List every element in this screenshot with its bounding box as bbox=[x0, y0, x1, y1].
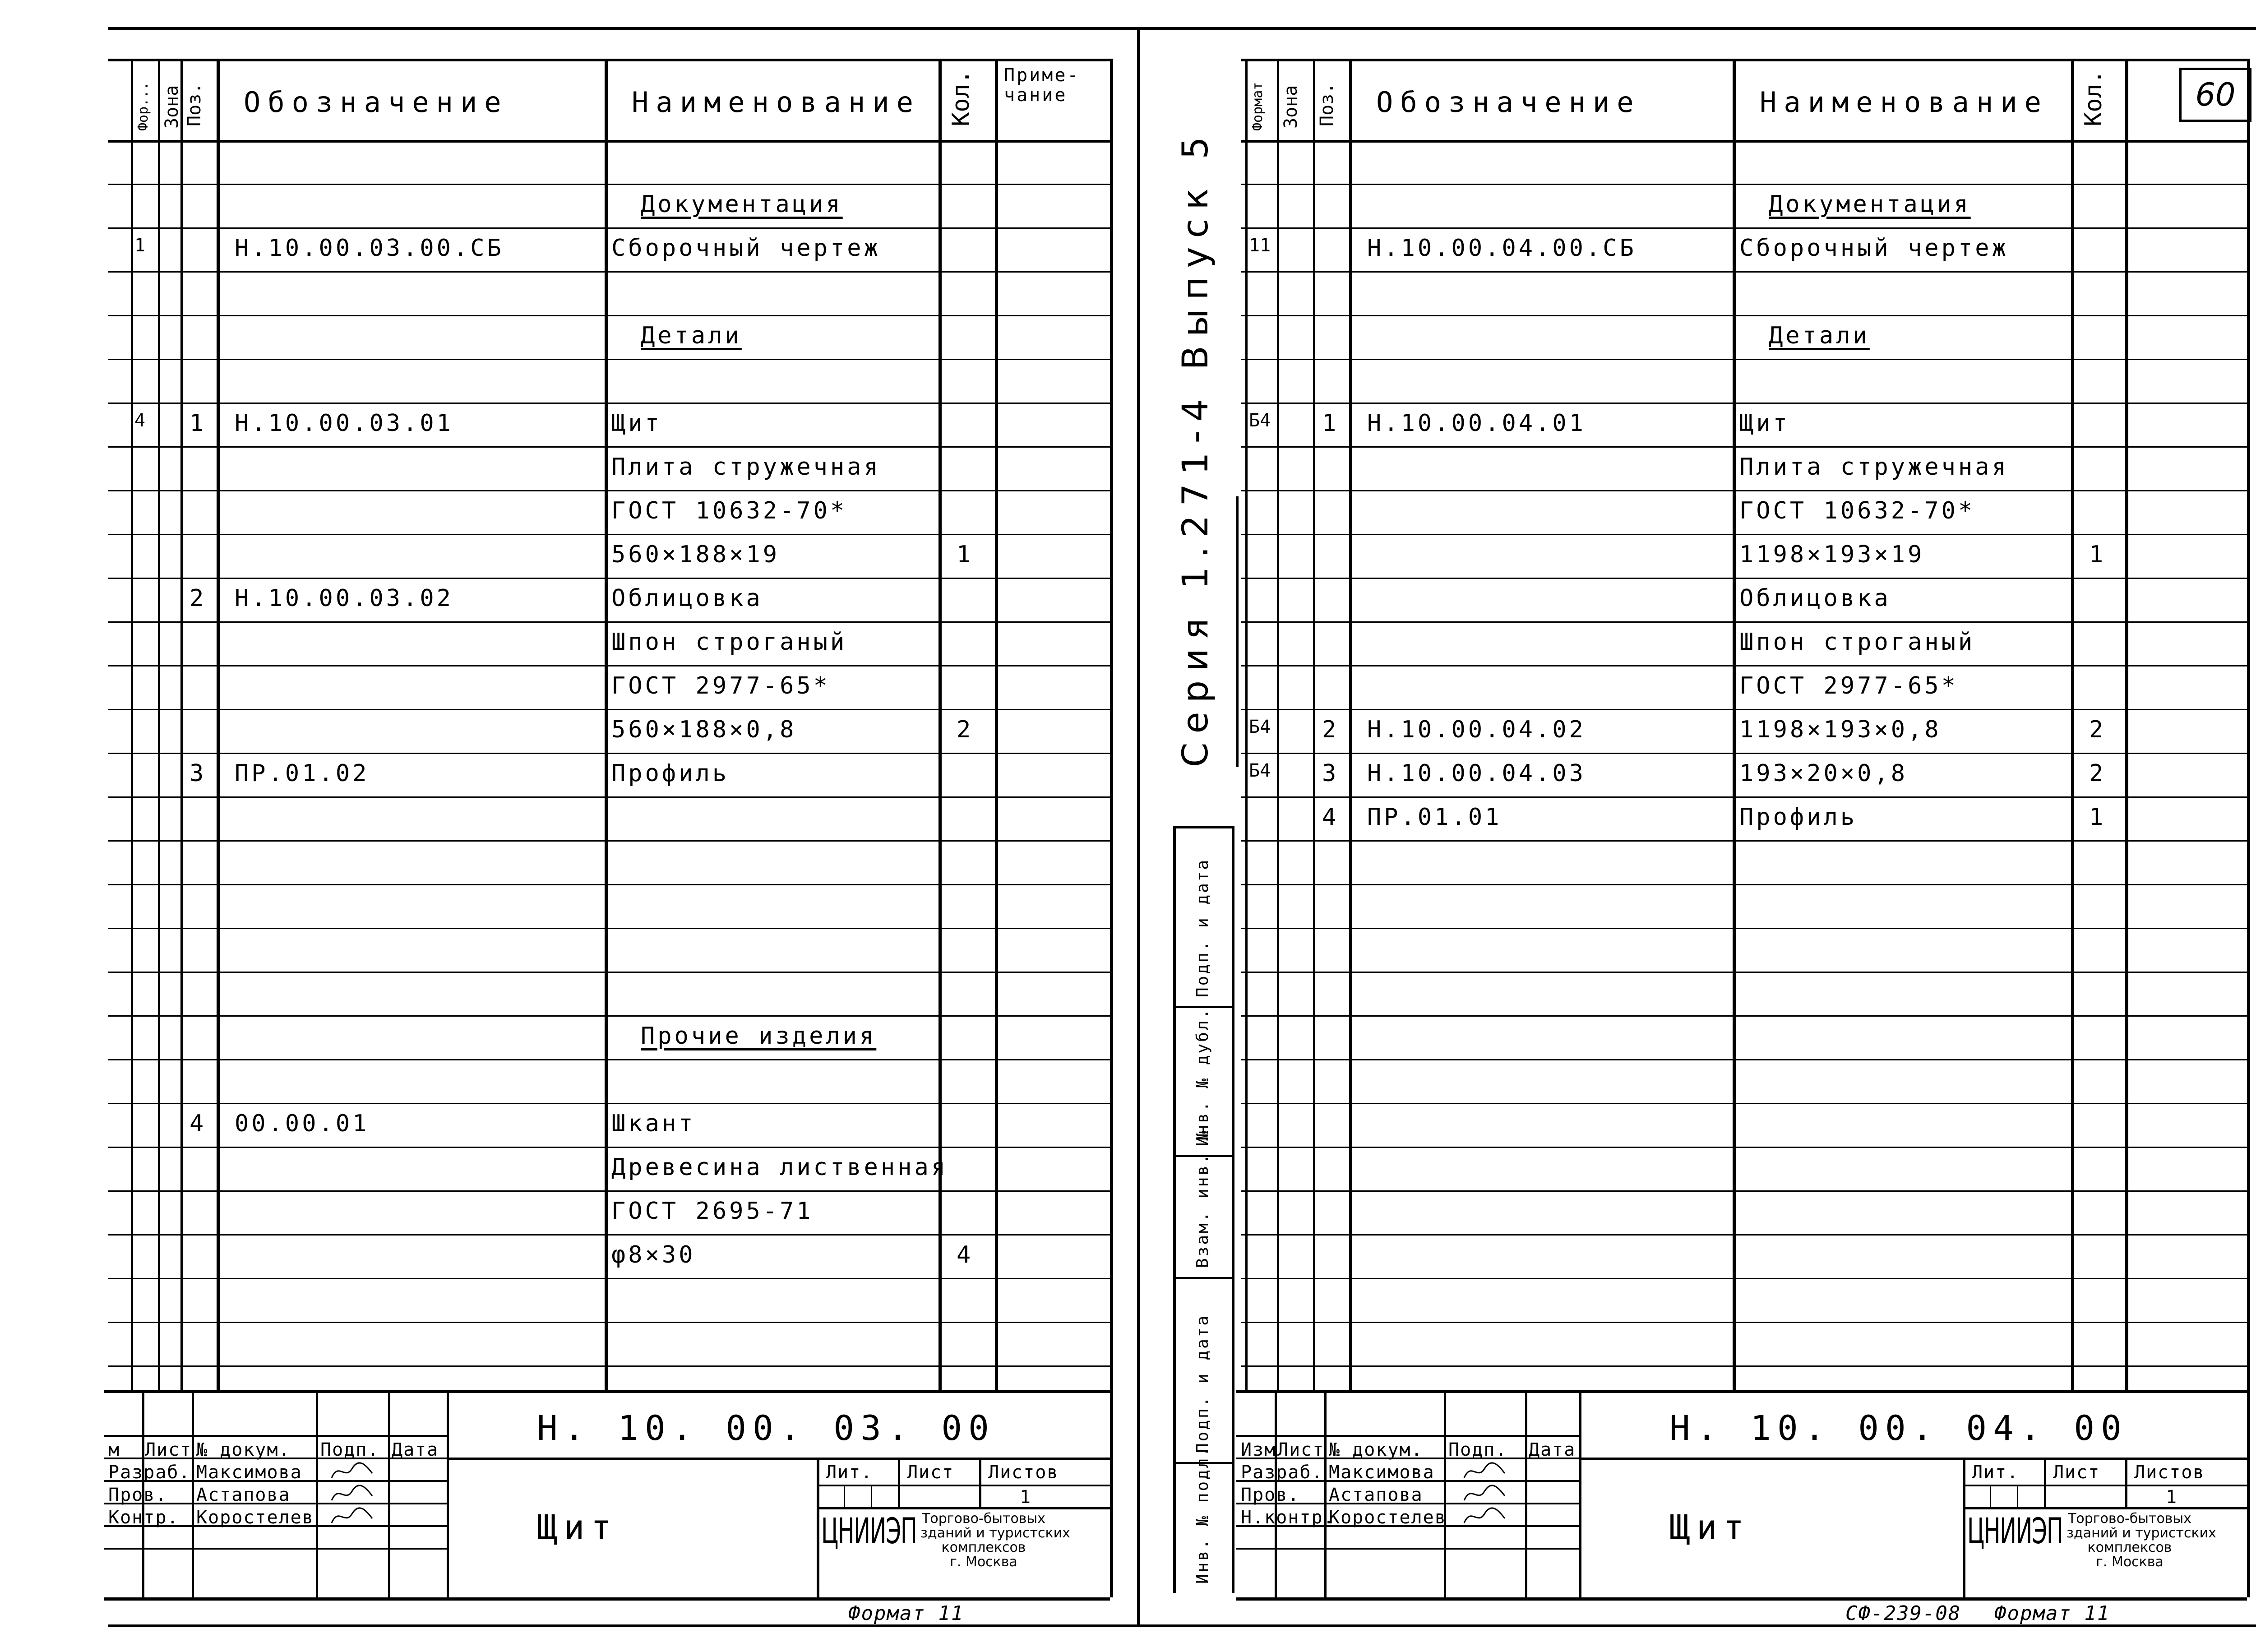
tb-code: Н. 10. 00. 03. 00 bbox=[537, 1408, 995, 1448]
header-qty: Кол. bbox=[2080, 69, 2107, 126]
row-qty: 2 bbox=[2089, 760, 2106, 787]
row-designation: Н.10.00.03.02 bbox=[235, 585, 453, 612]
row-line bbox=[108, 403, 1110, 404]
titleblock-col-line bbox=[1579, 1390, 1581, 1597]
row-line bbox=[108, 1015, 1110, 1017]
tb-name: Максимова bbox=[1329, 1462, 1435, 1483]
row-name: Сборочный чертеж bbox=[1739, 235, 2009, 262]
tb-name: Астапова bbox=[196, 1485, 291, 1505]
header-designation: Обозначение bbox=[1376, 86, 1641, 119]
header-name: Наименование bbox=[632, 86, 920, 119]
signature bbox=[1451, 1505, 1518, 1527]
row-pos: 3 bbox=[1322, 760, 1339, 787]
tb-lit-sub bbox=[1990, 1485, 1991, 1507]
tb-code: Н. 10. 00. 04. 00 bbox=[1669, 1408, 2128, 1448]
row-line bbox=[1241, 315, 2247, 316]
header-zone: Зона bbox=[162, 85, 182, 129]
row-line bbox=[108, 1103, 1110, 1104]
row-qty: 2 bbox=[2089, 716, 2106, 743]
titleblock-col-line bbox=[388, 1390, 390, 1597]
tb-code-line bbox=[1579, 1458, 2247, 1460]
row-line bbox=[1241, 271, 2247, 273]
row-name: Плита стружечная bbox=[611, 453, 881, 481]
side-stamp-label: Инв. № дубл. bbox=[1193, 1007, 1212, 1146]
row-qty: 1 bbox=[2089, 804, 2106, 831]
row-format: 11 bbox=[1249, 235, 1271, 256]
row-designation: ПР.01.02 bbox=[235, 760, 370, 787]
titleblock-bottom-line bbox=[104, 1597, 1110, 1601]
tb-sheets-label: Листов bbox=[2134, 1462, 2205, 1483]
row-qty: 1 bbox=[957, 541, 974, 568]
row-line bbox=[108, 446, 1110, 448]
row-line bbox=[1241, 359, 2247, 360]
tb-code-line bbox=[447, 1458, 1110, 1460]
tb-sheet-label: Лист bbox=[907, 1462, 954, 1483]
org-line: комплексов bbox=[2087, 1540, 2172, 1555]
row-designation: 00.00.01 bbox=[235, 1110, 370, 1137]
row-format: Б4 bbox=[1249, 410, 1271, 431]
signature bbox=[1451, 1460, 1518, 1482]
titleblock-bottom-line bbox=[1236, 1597, 2247, 1601]
row-name: ГОСТ 2977-65* bbox=[611, 672, 830, 699]
tb-name: Коростелев bbox=[196, 1507, 314, 1528]
row-name: 1198×193×19 bbox=[1739, 541, 1925, 568]
row-line bbox=[108, 359, 1110, 360]
row-name: Профиль bbox=[611, 760, 730, 787]
sheet-number: 60 bbox=[2179, 68, 2251, 122]
row-line bbox=[108, 1190, 1110, 1192]
row-line bbox=[1241, 578, 2247, 579]
org-line: зданий и туристских bbox=[920, 1525, 1070, 1541]
row-line bbox=[108, 621, 1110, 623]
row-format: Б4 bbox=[1249, 717, 1271, 737]
row-line bbox=[1241, 227, 2247, 229]
row-line bbox=[1241, 1278, 2247, 1279]
tb-role: Разраб. bbox=[108, 1462, 191, 1483]
row-line bbox=[1241, 1190, 2247, 1192]
row-pos: 2 bbox=[190, 585, 207, 612]
row-line bbox=[108, 972, 1110, 973]
row-qty: 4 bbox=[957, 1241, 974, 1268]
row-designation: Н.10.00.04.03 bbox=[1367, 760, 1586, 787]
tb-lit-line bbox=[817, 1458, 819, 1597]
row-line bbox=[1241, 534, 2247, 535]
signature bbox=[323, 1460, 381, 1482]
titleblock-col-line bbox=[447, 1390, 449, 1597]
row-name: Профиль bbox=[1739, 804, 1858, 831]
row-line bbox=[1241, 184, 2247, 185]
row-line bbox=[108, 1322, 1110, 1323]
tb-lit-sub bbox=[2017, 1485, 2018, 1507]
row-line bbox=[108, 1278, 1110, 1279]
titleblock-col-line bbox=[1324, 1390, 1327, 1597]
tb-sheets-value: 1 bbox=[2166, 1487, 2178, 1508]
titleblock-row-line bbox=[1236, 1435, 1579, 1437]
titleblock-row-line bbox=[1236, 1548, 1579, 1550]
tb-name: Астапова bbox=[1329, 1485, 1423, 1505]
tb-role: Контр. bbox=[108, 1507, 179, 1528]
header-format: Фор... bbox=[135, 82, 151, 131]
row-name: Плита стружечная bbox=[1739, 453, 2009, 481]
tb-role: Разраб. bbox=[1241, 1462, 1323, 1483]
row-designation: Н.10.00.04.01 bbox=[1367, 410, 1586, 437]
row-pos: 3 bbox=[190, 760, 207, 787]
side-stamp-label: Подп. и дата bbox=[1193, 858, 1212, 997]
row-pos: 1 bbox=[190, 410, 207, 437]
row-line bbox=[1241, 796, 2247, 798]
row-pos: 4 bbox=[1322, 804, 1339, 831]
row-line bbox=[1241, 403, 2247, 404]
tb-sheet-label: Лист bbox=[2053, 1462, 2100, 1483]
org-logo: ЦНИИЭП bbox=[1967, 1511, 2063, 1552]
tb-label-podp: Подп. bbox=[1448, 1439, 1507, 1460]
titleblock-row-line bbox=[104, 1548, 447, 1550]
header-pos: Поз. bbox=[1317, 83, 1337, 126]
org-line: г. Москва bbox=[2096, 1554, 2164, 1570]
row-line bbox=[108, 578, 1110, 579]
tb-label-list: Лист bbox=[145, 1439, 192, 1460]
row-line bbox=[108, 753, 1110, 754]
tb-lit-row bbox=[817, 1485, 1110, 1486]
header-top-line bbox=[108, 59, 1110, 61]
tb-role: Пров. bbox=[1241, 1485, 1300, 1505]
tb-role: Пров. bbox=[108, 1485, 167, 1505]
tb-lit-row2 bbox=[1963, 1507, 2247, 1509]
row-line bbox=[1241, 753, 2247, 754]
row-name: Облицовка bbox=[1739, 585, 1891, 612]
tb-label-izm: Изм bbox=[1241, 1439, 1276, 1460]
row-designation: Н.10.00.04.00.СБ bbox=[1367, 235, 1637, 262]
header-zone: Зона bbox=[1281, 85, 1301, 129]
row-name: φ8×30 bbox=[611, 1241, 696, 1268]
row-name: Шпон строганый bbox=[611, 629, 847, 656]
tb-label-izm: м bbox=[108, 1439, 120, 1460]
tb-lit-row2 bbox=[817, 1507, 1110, 1509]
section-heading: Детали bbox=[1769, 322, 1870, 349]
titleblock-col-line bbox=[316, 1390, 318, 1597]
tb-label-ndoc: № докум. bbox=[196, 1439, 291, 1460]
signature bbox=[323, 1482, 381, 1505]
tb-label-data: Дата bbox=[1529, 1439, 1576, 1460]
row-name: ГОСТ 10632-70* bbox=[611, 497, 847, 524]
row-line bbox=[108, 184, 1110, 185]
tb-label-list: Лист bbox=[1277, 1439, 1325, 1460]
tb-lit-col bbox=[979, 1458, 981, 1507]
org-line: Торгово-бытовых bbox=[2068, 1511, 2191, 1527]
org-line: комплексов bbox=[941, 1540, 1026, 1555]
side-stamp-sep bbox=[1173, 826, 1232, 828]
header-name: Наименование bbox=[1760, 86, 2048, 119]
tb-lit-label: Лит. bbox=[826, 1462, 873, 1483]
header-qty: Кол. bbox=[948, 69, 975, 126]
row-line bbox=[1241, 446, 2247, 448]
side-stamp-border bbox=[1232, 826, 1234, 1593]
row-line bbox=[1241, 1059, 2247, 1060]
row-line bbox=[108, 227, 1110, 229]
row-line bbox=[108, 534, 1110, 535]
tb-lit-col bbox=[2125, 1458, 2127, 1507]
tb-label-podp: Подп. bbox=[320, 1439, 379, 1460]
series-underline bbox=[1236, 496, 1239, 767]
sheet-right-border bbox=[2247, 59, 2250, 1597]
tb-role: Н.контр. bbox=[1241, 1507, 1335, 1528]
row-line bbox=[108, 840, 1110, 842]
row-designation: Н.10.00.03.00.СБ bbox=[235, 235, 504, 262]
row-name: ГОСТ 2695-71 bbox=[611, 1198, 814, 1225]
row-name: 1198×193×0,8 bbox=[1739, 716, 1942, 743]
row-line bbox=[108, 665, 1110, 666]
row-pos: 2 bbox=[1322, 716, 1339, 743]
tb-sheets-value: 1 bbox=[1020, 1487, 1032, 1508]
row-line bbox=[108, 140, 1110, 141]
row-line bbox=[108, 709, 1110, 710]
titleblock-row-line bbox=[104, 1435, 447, 1437]
row-pos: 4 bbox=[190, 1110, 207, 1137]
row-name: 560×188×0,8 bbox=[611, 716, 797, 743]
row-name: Щит bbox=[611, 410, 662, 437]
format-label: Формат 11 bbox=[848, 1602, 964, 1625]
stamp-label: СФ-239-08 bbox=[1845, 1602, 1961, 1625]
tb-label-data: Дата bbox=[392, 1439, 439, 1460]
titleblock-top-line bbox=[104, 1390, 1110, 1393]
side-stamp-border bbox=[1173, 826, 1176, 1593]
row-line bbox=[1241, 490, 2247, 491]
row-line bbox=[108, 1365, 1110, 1367]
row-line bbox=[1241, 621, 2247, 623]
row-line bbox=[1241, 884, 2247, 885]
row-name: Шкант bbox=[611, 1110, 696, 1137]
section-heading: Детали bbox=[641, 322, 742, 349]
row-line bbox=[108, 1234, 1110, 1236]
row-line bbox=[1241, 1365, 2247, 1367]
row-line bbox=[108, 315, 1110, 316]
row-line bbox=[108, 1059, 1110, 1060]
org-line: зданий и туристских bbox=[2066, 1525, 2216, 1541]
titleblock-col-line bbox=[1444, 1390, 1446, 1597]
row-designation: Н.10.00.03.01 bbox=[235, 410, 453, 437]
row-line bbox=[1241, 1234, 2247, 1236]
side-stamp-sep bbox=[1173, 1277, 1232, 1279]
row-line bbox=[108, 1147, 1110, 1148]
row-line bbox=[1241, 972, 2247, 973]
tb-lit-col bbox=[898, 1458, 900, 1507]
tb-lit-col bbox=[2044, 1458, 2046, 1507]
row-line bbox=[1241, 1147, 2247, 1148]
tb-name: Коростелев bbox=[1329, 1507, 1447, 1528]
signature bbox=[323, 1505, 381, 1527]
signature bbox=[1451, 1482, 1518, 1505]
titleblock-col-line bbox=[192, 1390, 194, 1597]
header-note: Приме- чание bbox=[1004, 65, 1080, 106]
tb-title: Щит bbox=[1669, 1507, 1751, 1547]
sheet-right-border bbox=[1110, 59, 1113, 1597]
series-label: Серия 1.271-4 Выпуск 5 bbox=[1175, 128, 1216, 767]
header-format: Формат bbox=[1250, 82, 1266, 131]
row-line bbox=[1241, 1103, 2247, 1104]
tb-name: Максимова bbox=[196, 1462, 302, 1483]
row-line bbox=[1241, 140, 2247, 141]
row-format: 4 bbox=[134, 410, 146, 431]
header-pos: Поз. bbox=[184, 83, 205, 126]
row-line bbox=[1241, 840, 2247, 842]
row-designation: ПР.01.01 bbox=[1367, 804, 1502, 831]
row-format: 1 bbox=[134, 235, 146, 256]
section-heading: Документация bbox=[1769, 191, 1971, 218]
row-line bbox=[1241, 928, 2247, 929]
row-name: Щит bbox=[1739, 410, 1790, 437]
row-line bbox=[1241, 1322, 2247, 1323]
section-heading: Прочие изделия bbox=[641, 1023, 877, 1050]
row-line bbox=[108, 928, 1110, 929]
side-stamp-label: Взам. инв. № bbox=[1193, 1129, 1212, 1268]
row-qty: 1 bbox=[2089, 541, 2106, 568]
row-qty: 2 bbox=[957, 716, 974, 743]
side-stamp-label: Подп. и дата bbox=[1193, 1314, 1212, 1453]
titleblock-col-line bbox=[1525, 1390, 1527, 1597]
row-format: Б4 bbox=[1249, 760, 1271, 781]
tb-lit-row bbox=[1963, 1485, 2247, 1486]
org-logo: ЦНИИЭП bbox=[821, 1511, 917, 1552]
section-heading: Документация bbox=[641, 191, 843, 218]
row-line bbox=[1241, 709, 2247, 710]
row-designation: Н.10.00.04.02 bbox=[1367, 716, 1586, 743]
row-line bbox=[108, 884, 1110, 885]
org-line: Торгово-бытовых bbox=[922, 1511, 1045, 1527]
row-name: 193×20×0,8 bbox=[1739, 760, 1908, 787]
tb-title: Щит bbox=[537, 1507, 618, 1547]
row-pos: 1 bbox=[1322, 410, 1339, 437]
titleblock-top-line bbox=[1236, 1390, 2247, 1393]
row-line bbox=[1241, 1015, 2247, 1017]
header-designation: Обозначение bbox=[244, 86, 509, 119]
row-name: 560×188×19 bbox=[611, 541, 780, 568]
row-name: ГОСТ 2977-65* bbox=[1739, 672, 1958, 699]
org-line: г. Москва bbox=[950, 1554, 1017, 1570]
row-name: ГОСТ 10632-70* bbox=[1739, 497, 1975, 524]
side-stamp-label: Инв. № подл. bbox=[1193, 1444, 1212, 1584]
tb-lit-line bbox=[1963, 1458, 1965, 1597]
row-line bbox=[108, 271, 1110, 273]
row-name: Шпон строганый bbox=[1739, 629, 1975, 656]
header-top-line bbox=[1241, 59, 2247, 61]
row-name: Сборочный чертеж bbox=[611, 235, 881, 262]
tb-lit-sub bbox=[871, 1485, 872, 1507]
row-line bbox=[108, 490, 1110, 491]
row-line bbox=[1241, 665, 2247, 666]
tb-lit-label: Лит. bbox=[1972, 1462, 2019, 1483]
tb-sheets-label: Листов bbox=[988, 1462, 1059, 1483]
tb-lit-sub bbox=[844, 1485, 845, 1507]
format-label: Формат 11 bbox=[1994, 1602, 2110, 1625]
row-name: Древесина лиственная bbox=[611, 1154, 948, 1181]
row-name: Облицовка bbox=[611, 585, 763, 612]
tb-label-ndoc: № докум. bbox=[1329, 1439, 1423, 1460]
row-line bbox=[108, 796, 1110, 798]
